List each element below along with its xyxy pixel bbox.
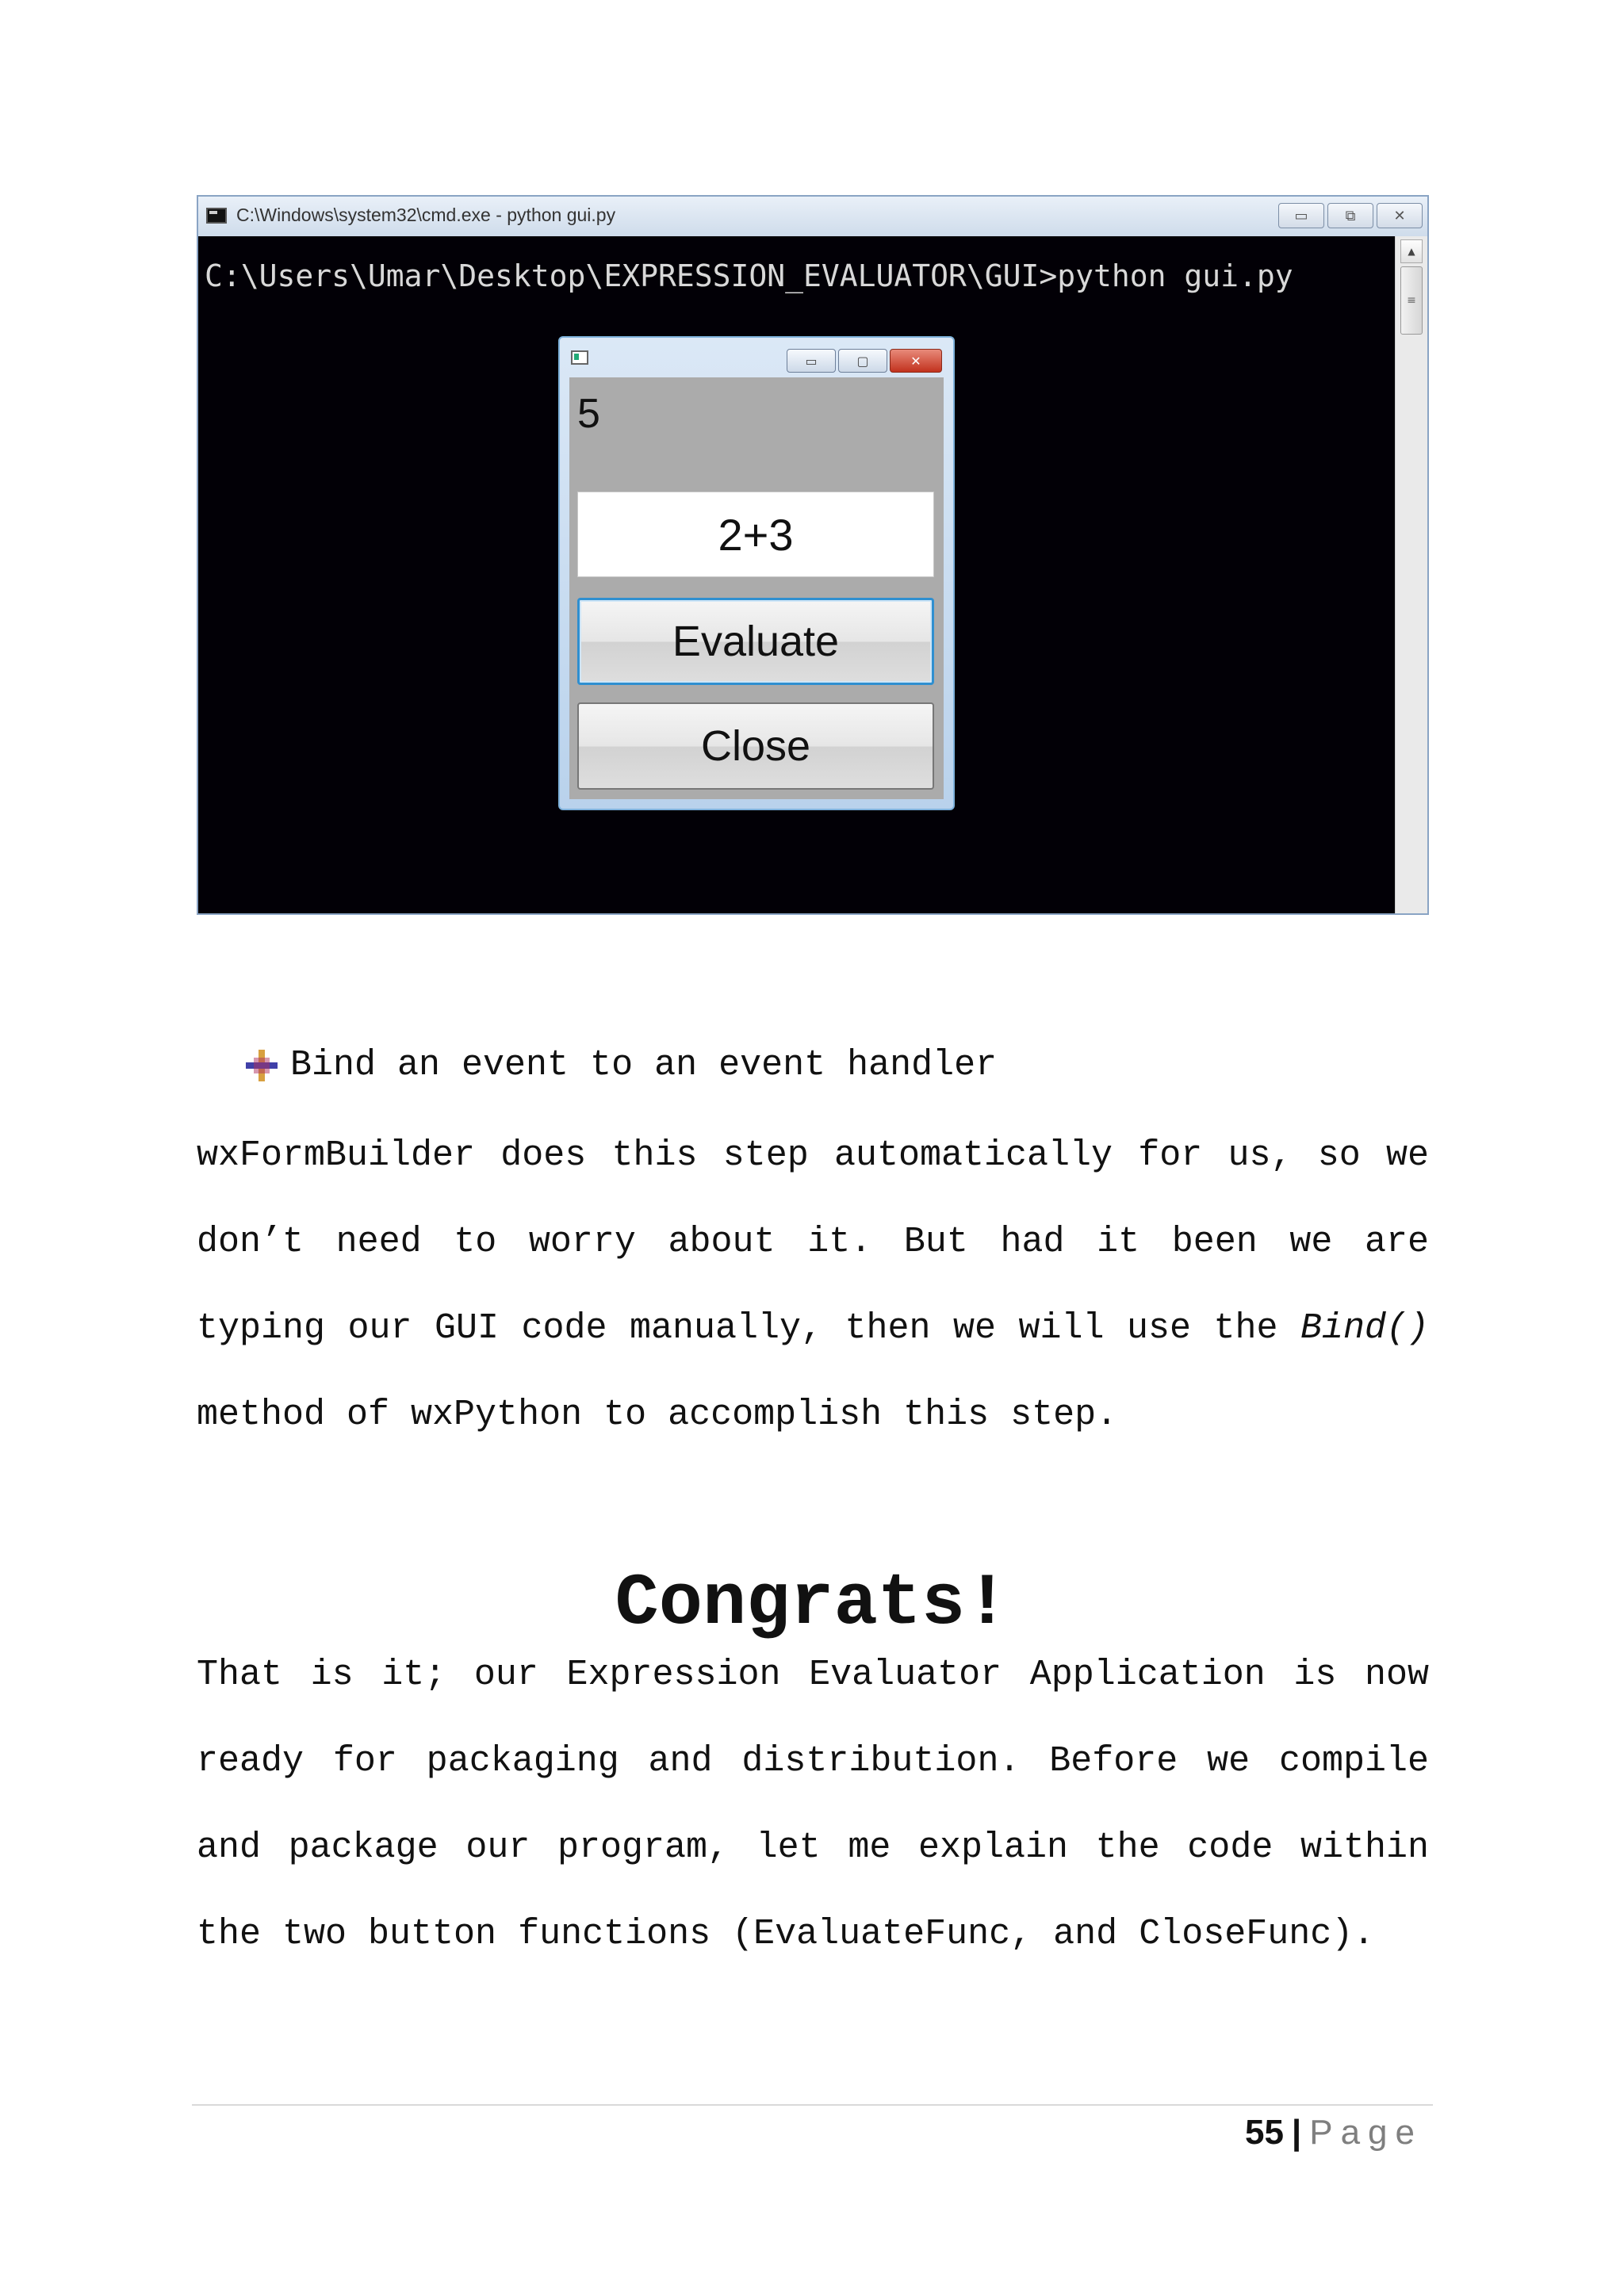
- minimize-icon[interactable]: ▭: [1278, 203, 1324, 228]
- minimize-icon[interactable]: ▭: [787, 349, 836, 373]
- cmd-app-icon: [206, 208, 227, 224]
- wx-evaluator-frame: [558, 336, 955, 810]
- cmd-scrollbar[interactable]: [1395, 236, 1427, 913]
- result-label: 5: [577, 391, 600, 437]
- wx-client-area: [569, 377, 944, 799]
- footer-separator: |: [1291, 2113, 1302, 2152]
- page-footer: [1245, 2109, 1423, 2156]
- page-word: Page: [1309, 2113, 1423, 2152]
- close-button[interactable]: Close: [577, 702, 934, 790]
- paragraph-congrats: That is it; our Expression Evaluator Application is now ready for packaging and distribution. Before we compile and package our program, let me explain the code within the two button functions (EvaluateFunc, and CloseFunc).: [197, 1655, 1429, 1954]
- page-number: 55: [1244, 2113, 1284, 2152]
- bullet-item: [246, 1045, 997, 1085]
- close-icon[interactable]: ✕: [1377, 203, 1423, 228]
- evaluate-button[interactable]: Evaluate: [577, 598, 934, 685]
- cmd-window-title: C:\Windows\system32\cmd.exe - python gui.py: [236, 205, 616, 225]
- wx-app-icon: [571, 350, 588, 365]
- expression-input[interactable]: 2+3: [577, 492, 934, 577]
- paragraph-bind-explanation: [197, 1112, 1429, 1458]
- bullet-text: Bind an event to an event handler: [290, 1045, 998, 1085]
- para1-text-start: wxFormBuilder does this step automatically for us, so we don’t need to worry about it. But had it been we are typing our GUI code manually, then we will use the: [197, 1135, 1429, 1349]
- scroll-thumb[interactable]: ≡: [1400, 266, 1423, 335]
- wx-window-controls: [787, 349, 942, 373]
- maximize-icon[interactable]: ⧉: [1327, 203, 1373, 228]
- wx-titlebar: [560, 338, 953, 369]
- bullet-cross-icon: [246, 1050, 278, 1081]
- maximize-icon[interactable]: ▢: [838, 349, 887, 373]
- bind-method-name: Bind(): [1300, 1308, 1429, 1349]
- cmd-titlebar: [198, 197, 1427, 237]
- cmd-command-line: C:\Users\Umar\Desktop\EXPRESSION_EVALUATOR\GUI>python gui.py: [205, 258, 1293, 293]
- close-icon[interactable]: ✕: [890, 349, 942, 373]
- congrats-heading: Congrats!: [615, 1562, 1009, 1645]
- cmd-window-controls: [1278, 203, 1423, 228]
- footer-divider: [192, 2104, 1433, 2106]
- scroll-up-arrow-icon[interactable]: ▲: [1400, 239, 1423, 263]
- para1-text-end: method of wxPython to accomplish this step.: [197, 1395, 1118, 1435]
